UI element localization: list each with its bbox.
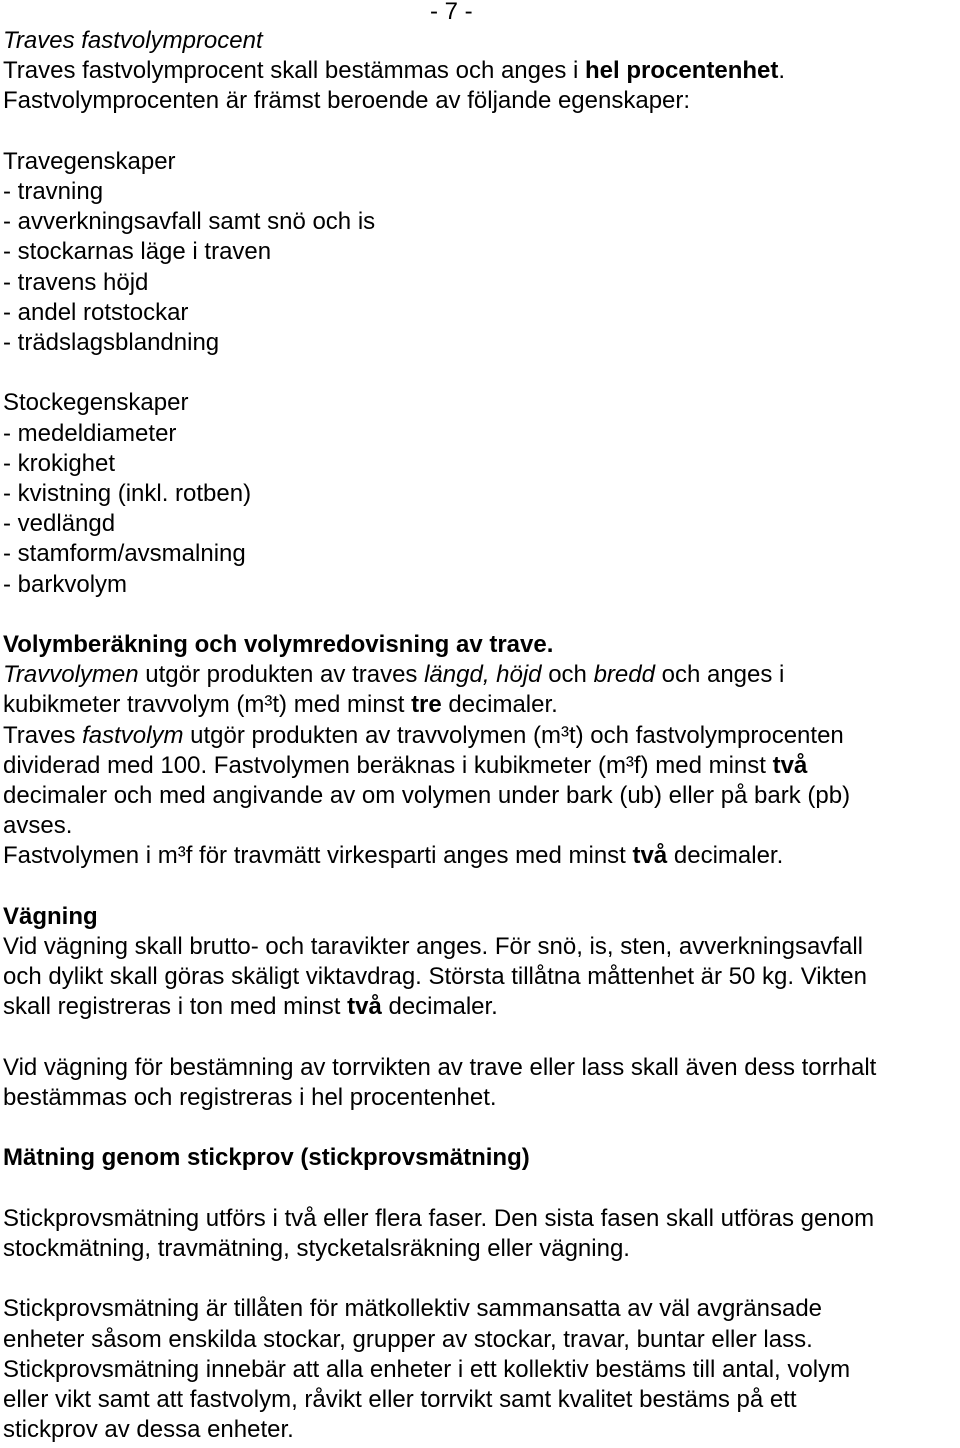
paragraph-line: enheter såsom enskilda stockar, grupper av stockar, travar, buntar eller lass. (3, 1325, 813, 1353)
paragraph-line: Travvolymen utgör produkten av traves längd, höjd och bredd och anges i (3, 661, 785, 689)
list-item: - stockarnas läge i traven (3, 238, 272, 266)
paragraph-line: stickprov av dessa enheter. (3, 1416, 294, 1444)
paragraph-fastvolymprocent: Traves fastvolymprocent skall bestämmas och anges i hel procentenhet. (3, 57, 786, 85)
paragraph-line: kubikmeter travvolym (m³t) med minst tre decimaler. (3, 691, 558, 719)
section-heading-volymberakning: Volymberäkning och volymredovisning av trave. (3, 631, 554, 659)
paragraph-line: Stickprovsmätning innebär att alla enheter i ett kollektiv bestäms till antal, volym (3, 1355, 851, 1383)
list-item: - travning (3, 178, 104, 205)
list-item: - trädslagsblandning (3, 329, 220, 357)
section-heading-vagning: Vägning (3, 902, 98, 930)
document-body (3, 26, 958, 1445)
paragraph-line: eller vikt samt att fastvolym, råvikt eller torrvikt samt kvalitet bestäms på ett (3, 1386, 797, 1414)
paragraph-line: skall registreras i ton med minst två decimaler. (3, 993, 498, 1021)
paragraph-line: Vid vägning för bestämning av torrvikten av trave eller lass skall även dess torrhalt (3, 1053, 877, 1081)
page-number: - 7 - (430, 0, 473, 25)
paragraph-line: dividerad med 100. Fastvolymen beräknas i kubikmeter (m³f) med minst två (3, 751, 808, 779)
list-item: - medeldiameter (3, 419, 177, 447)
paragraph-line: och dylikt skall göras skäligt viktavdrag. Största tillåtna måttenhet är 50 kg. Vikten (3, 963, 867, 991)
section-heading-fastvolymprocent: Traves fastvolymprocent (3, 27, 263, 54)
paragraph-line: Stickprovsmätning utförs i två eller flera faser. Den sista fasen skall utföras genom (3, 1204, 875, 1232)
list-title-stockegenskaper: Stockegenskaper (3, 389, 189, 417)
paragraph-line: Fastvolymen i m³f för travmätt virkesparti anges med minst två decimaler. (3, 842, 784, 870)
list-item: - krokighet (3, 449, 116, 477)
list-item: - stamform/avsmalning (3, 540, 246, 568)
paragraph-line: Stickprovsmätning är tillåten för mätkollektiv sammansatta av väl avgränsade (3, 1295, 823, 1323)
list-item: - barkvolym (3, 570, 128, 598)
paragraph-line: Vid vägning skall brutto- och taravikter anges. För snö, is, sten, avverkningsavfall (3, 933, 863, 961)
list-item: - avverkningsavfall samt snö och is (3, 208, 376, 236)
section-heading-stickprov: Mätning genom stickprov (stickprovsmätning) (3, 1144, 530, 1172)
list-item: - travens höjd (3, 268, 149, 296)
paragraph-line: stockmätning, travmätning, stycketalsräkning eller vägning. (3, 1235, 630, 1263)
list-item: - andel rotstockar (3, 298, 189, 326)
paragraph-egenskaper-intro: Fastvolymprocenten är främst beroende av följande egenskaper: (3, 87, 691, 115)
list-item: - vedlängd (3, 510, 116, 538)
paragraph-line: Traves fastvolym utgör produkten av travvolymen (m³t) och fastvolymprocenten (3, 721, 844, 749)
list-item: - kvistning (inkl. rotben) (3, 480, 252, 508)
paragraph-line: decimaler och med angivande av om volymen under bark (ub) eller på bark (pb) (3, 782, 851, 810)
paragraph-line: avses. (3, 812, 73, 840)
paragraph-line: bestämmas och registreras i hel procentenhet. (3, 1084, 497, 1112)
list-title-travegenskaper: Travegenskaper (3, 147, 176, 175)
